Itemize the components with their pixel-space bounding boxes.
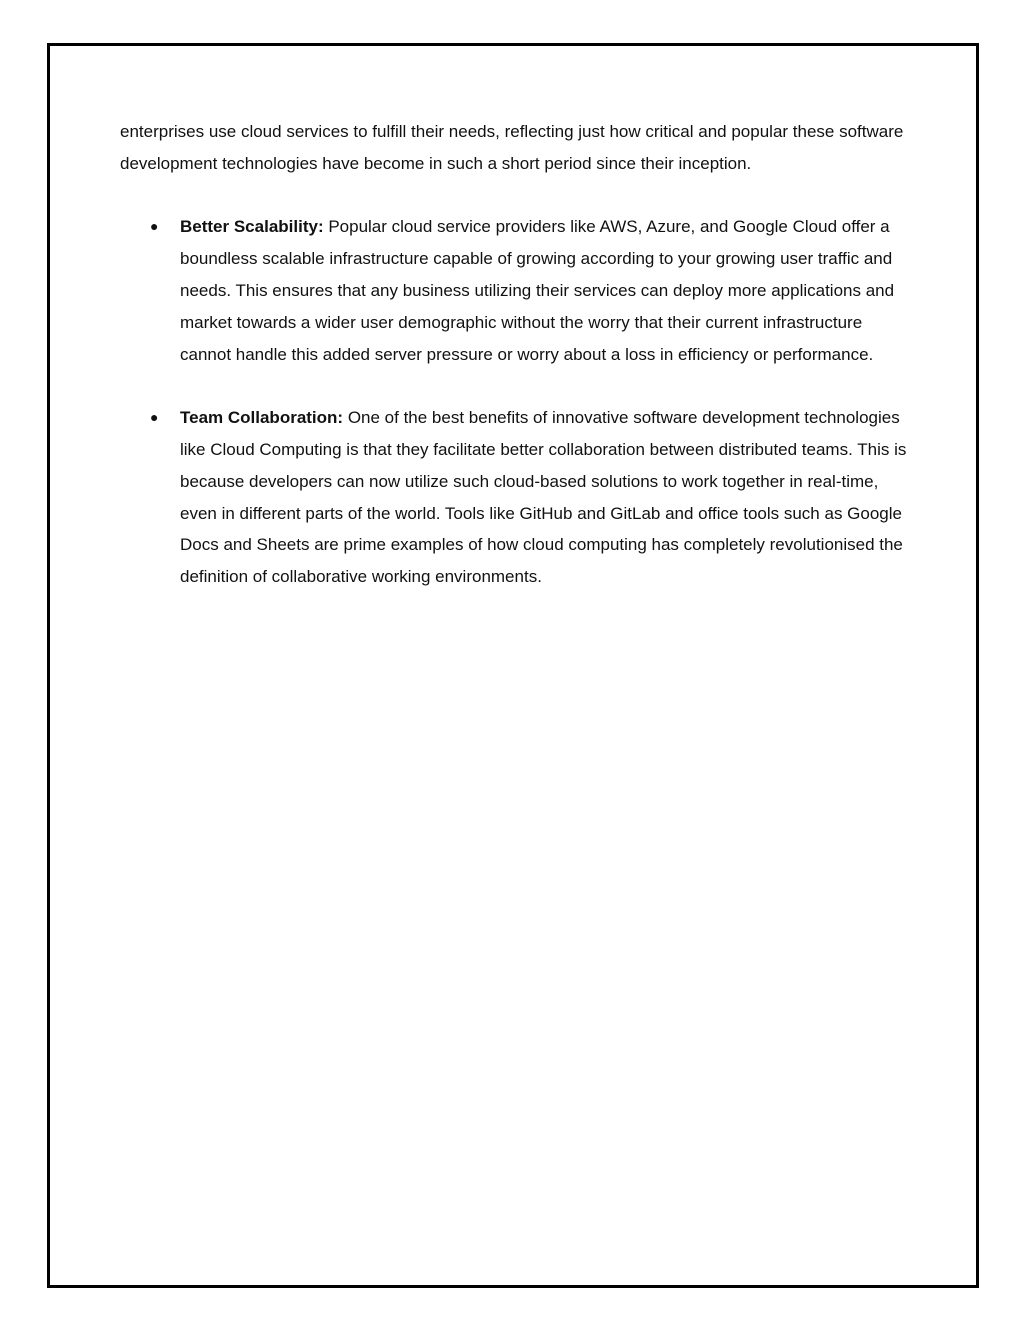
bullet-text-scalability: Popular cloud service providers like AWS, Azure, and Google Cloud offer a boundless scalable infrastructure capable of growing according to your growing user traffic and needs. This ensures that any business utilizing their services can deploy more applications and market towards a wider user demographic without the worry that their current infrastructure cannot handle this added server pressure or worry about a loss in efficiency or performance. xyxy=(180,217,895,364)
list-item-team-collaboration xyxy=(120,402,910,593)
benefits-list xyxy=(120,211,910,593)
document-body xyxy=(120,116,910,593)
intro-paragraph: enterprises use cloud services to fulfill their needs, reflecting just how critical and popular these software development technologies have become in such a short period since their inception. xyxy=(120,122,904,173)
bullet-term-scalability: Better Scalability: xyxy=(180,217,324,237)
bullet-icon: ● xyxy=(150,409,159,426)
bullet-term-collaboration: Team Collaboration: xyxy=(180,408,344,428)
bullet-text-collaboration: One of the best benefits of innovative software development technologies like Cloud Computing is that they facilitate better collaboration between distributed teams. This is because developers can now utilize such cloud-based solutions to work together in real-time, even in different parts of the world. Tools like GitHub and GitLab and office tools such as Google Docs and Sheets are prime examples of how cloud computing has completely revolutionised the definition of collaborative working environments. xyxy=(180,408,907,587)
bullet-icon: ● xyxy=(150,218,159,235)
list-item-better-scalability xyxy=(120,211,910,370)
